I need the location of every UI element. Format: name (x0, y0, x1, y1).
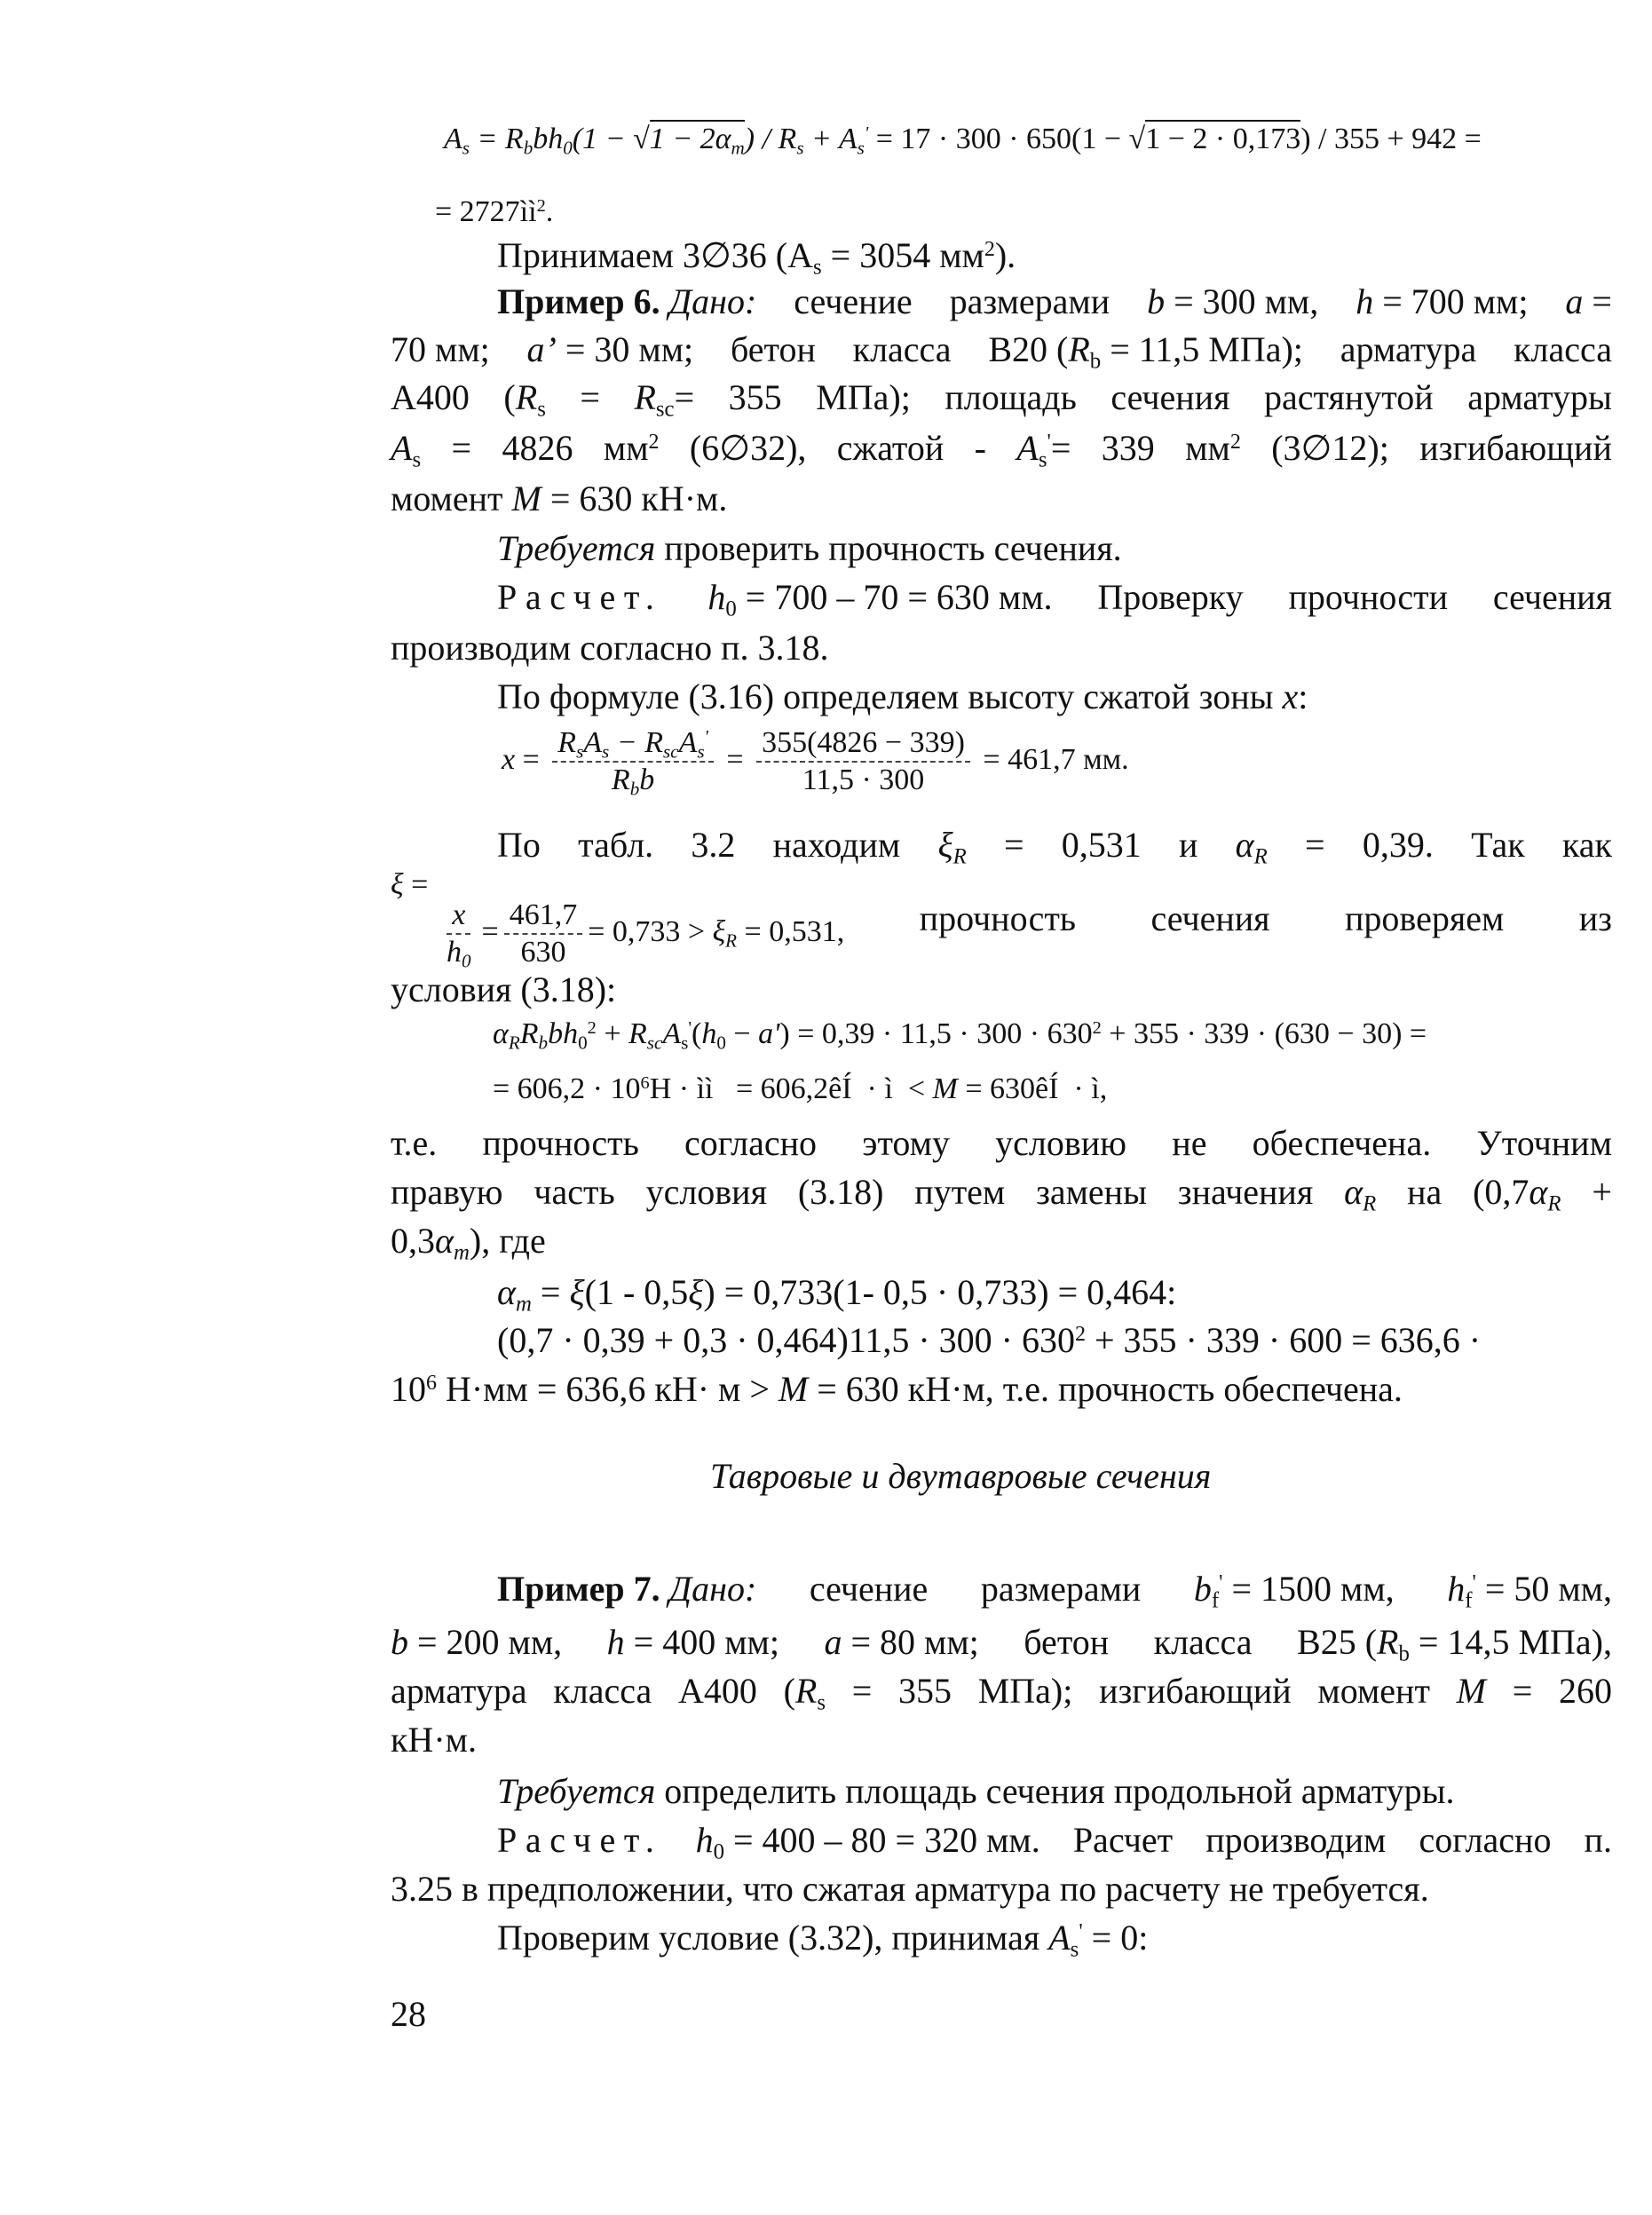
xi-frac2 (504, 900, 583, 968)
formula-x-den: 11,5 · 300 (802, 763, 925, 796)
required-1-text: проверить прочность сечения. (655, 528, 1122, 568)
calc-2-line2 (391, 1871, 1429, 1907)
required-2-label: Требуется (497, 1771, 656, 1811)
accepted-reinforcement: Принимаем 3∅36 ($A_s = 3054$ $мм^2$). (497, 235, 1016, 280)
accepted-text: Принимаем 3∅36 (A (497, 235, 814, 275)
table-lookup-line: По табл. 3.2 находим $\xi_R$ = 0,531 и $\alpha_R$ = 0,39. Так как (497, 825, 1612, 869)
required-1-label: Требуется (497, 528, 656, 568)
formula-316-intro: По формуле (3.16) определяем высоту сжатой зоны x: (497, 676, 1308, 716)
calc-1-line1: Расчет. $h_0 = 700 - 70 = 630$ мм. Проверку прочности сечения (497, 577, 1612, 621)
condition-318-text: условия (3.18): (391, 969, 617, 1009)
formula-x-num: 355(4826 − 339) (756, 728, 970, 763)
formula-318-line2: = $606,2 \cdot 10^6Н$ · ìì = 606,2êÍ · ì < M = 630êÍ · ì, (493, 1072, 1108, 1105)
xi-frac2-den: 630 (520, 936, 566, 969)
example7-line2: b = 200 мм, h = 400 мм; a = 80 мм; бетон класса В25 ($R_b = 14,5$ МПа), (391, 1622, 1612, 1666)
example6-line2: 70 мм; a’ = 30 мм; бетон класса В20 ($R_b = 11,5$ МПа); арматура класса (391, 329, 1612, 374)
formula-as-dot: . (545, 195, 554, 228)
example6-line1: Пример 6. Дано: сечение размерами b = 300 мм, h = 700 мм; a = (497, 281, 1612, 321)
calc-1-line2-text: производим согласно п. 3.18. (391, 628, 829, 668)
conclusion-line3: $0,3\alpha_m$), где (391, 1221, 546, 1265)
formula-as-result (435, 197, 553, 227)
formula-as-numeric: = 17 · 300 · 650(1 − (875, 123, 1129, 155)
xi-frac1-num: x (447, 900, 470, 935)
formula-as-sqrt: 1 − 2 · 0,173 (1145, 120, 1300, 155)
formula-x: x = $\frac{R_sA_s - R_{sc}A_s'}{R_bb}$ = $\frac{355(4826 - 339)}{11,5 \cdot 300}$ = 461,7 мм. (502, 726, 1129, 800)
required-2 (497, 1771, 1455, 1811)
formula-as-end: ) / 355 + 942 = (1300, 123, 1482, 155)
xi-frac2-num: 461,7 (504, 900, 583, 935)
check-line2: $10^6$ Н·мм = 636,6 кН· м > M = 630 кН·м, т.е. прочность обеспечена. (391, 1369, 1403, 1409)
formula-x-frac1: $\frac{R_sA_s - R_{sc}A_s'}{R_bb}$ (552, 728, 714, 795)
xi-frac1: $\frac{x}{h_0}$ (447, 898, 471, 972)
example6-line4: $A_s$ = 4826 $мм^2$ (6∅32), сжатой - $A_s'=$ 339 $мм^2$ (3∅12); изгибающий (391, 428, 1612, 472)
check-line1: $(0,7 \cdot 0,39 + 0,3 \cdot 0,464)11,5 \cdot 300 \cdot 630^2 + 355 \cdot 339 \cdot 600 = 636,6$ · (497, 1320, 1482, 1360)
conclusion-line1: т.е. прочность согласно этому условию не обеспечена. Уточним (391, 1123, 1612, 1163)
alpha-m-line: $\alpha_m = \xi(1 - 0,5\xi) = 0,733(1-$ 0,5 · 0,733) = 0,464: (497, 1272, 1177, 1317)
formula-as-value: = 2727ìì (435, 195, 537, 228)
example7-title: Пример 7. (497, 1569, 660, 1609)
required-2-text: определить площадь сечения продольной арматуры. (655, 1771, 1455, 1811)
section-title (710, 1456, 1212, 1496)
example7-line4 (391, 1722, 477, 1758)
required-1 (497, 528, 1122, 568)
example6-given: Дано: (668, 281, 757, 321)
formula-x-frac2 (756, 728, 970, 795)
example6-line3: А400 ($R_s$ = $R_{sc}=$ 355 МПа); площадь сечения растянутой арматуры (391, 377, 1612, 422)
calc-2-line2-text: 3.25 в предположении, что сжатая арматура по расчету не требуется. (391, 1869, 1429, 1909)
example7-line3: арматура класса А400 ($R_s$ = 355 МПа); изгибающий момент M = 260 (391, 1671, 1612, 1715)
example7-given: Дано: (668, 1569, 757, 1609)
conclusion-line2: правую часть условия (3.18) путем замены значения $\alpha_R$ на ($0,7\alpha_R$ + (391, 1172, 1612, 1216)
formula-as-sup: 2 (536, 195, 546, 216)
xi-line: ξ = $\frac{x}{h_0}$ = $\frac{461,7}{630}$ = $0,733 > \xi_R = 0,531$, прочность сечения проверяем из (391, 868, 1612, 972)
example7-line1: Пример 7. Дано: сечение размерами $b_f' = 1500$ мм, $h_f' = 50$ мм, (497, 1569, 1612, 1613)
example7-line4-text: кН·м. (391, 1720, 477, 1760)
check-condition-332: Проверим условие (3.32), принимая $A_s' = 0$: (497, 1918, 1149, 1962)
calc-1-line2 (391, 630, 829, 666)
formula-x-result: = 461,7 мм. (983, 742, 1129, 776)
calc-2-line1: Расчет. $h_0 = 400 - 80 = 320$ мм. Расчет производим согласно п. (497, 1820, 1612, 1864)
accepted-end: ). (994, 235, 1016, 275)
page-number: 28 (391, 1994, 426, 2034)
section-title-text: Тавровые и двутавровые сечения (710, 1456, 1212, 1496)
accepted-value: = 3054 мм (821, 235, 984, 275)
example6-title: Пример 6. (497, 281, 660, 321)
formula-as: $A_s = R_bbh_0(1 - √1 - 2\alpha_m) / R_s + A_s' = 17 \cdot 300 \cdot 650(1 - √1 - 2 \cdot 0,173) / 355 + 942$ = (444, 124, 1482, 154)
example6-line5: момент M = 630 кН·м. (391, 479, 728, 518)
formula-318-line1: $\alpha_RR_bbh_0^2 + R_{sc}A_s'(h_0 - a') = 0,39 \cdot 11,5 \cdot 300 \cdot 630^2 + 355 \cdot 339 \cdot (630 - 30)$ = (493, 1017, 1427, 1054)
condition-318-label (391, 969, 617, 1009)
